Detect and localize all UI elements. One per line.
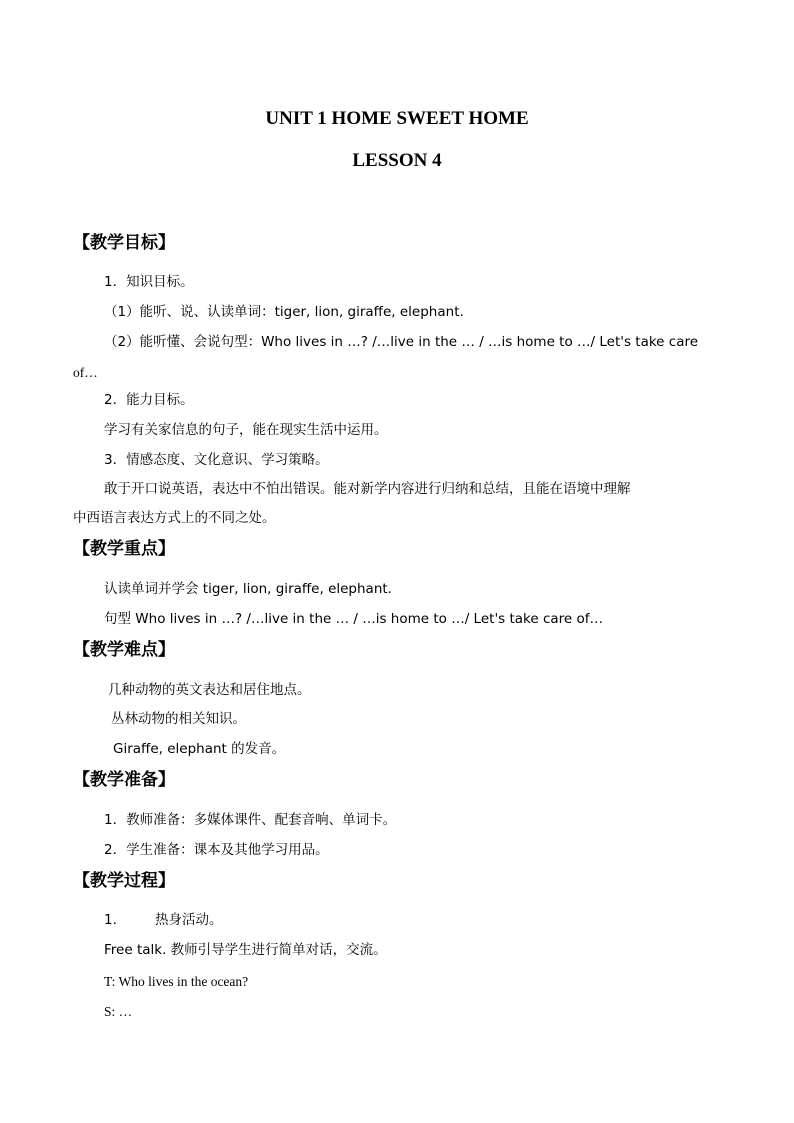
section-heading-objectives: 【教学目标】 <box>73 233 175 253</box>
section-heading-key-points: 【教学重点】 <box>73 539 175 559</box>
key-points-line-1: 认读单词并学会 tiger, lion, giraffe, elephant. <box>104 581 392 597</box>
preparation-line-2: 2．学生准备：课本及其他学习用品。 <box>104 842 329 858</box>
process-step-title: 热身活动。 <box>155 912 223 928</box>
document-title: UNIT 1 HOME SWEET HOME <box>265 108 529 129</box>
objectives-line-1: 1．知识目标。 <box>104 274 194 290</box>
objectives-line-7: 敢于开口说英语，表达中不怕出错误。能对新学内容进行归纳和总结，且能在语境中理解 <box>104 481 631 497</box>
process-line-4: S: … <box>104 1004 133 1019</box>
objectives-line-2: （1）能听、说、认读单词：tiger, lion, giraffe, elephant. <box>104 304 464 320</box>
section-heading-process: 【教学过程】 <box>73 871 175 891</box>
document-subtitle: LESSON 4 <box>352 150 442 171</box>
objectives-line-4: 2．能力目标。 <box>104 392 194 408</box>
objectives-line-7-cont: 中西语言表达方式上的不同之处。 <box>73 510 276 526</box>
process-line-2: Free talk. 教师引导学生进行简单对话，交流。 <box>104 942 387 958</box>
objectives-line-5: 学习有关家信息的句子，能在现实生活中运用。 <box>104 422 388 438</box>
process-step-number: 1. <box>104 912 117 928</box>
section-heading-difficulties: 【教学难点】 <box>73 640 175 660</box>
objectives-line-3: （2）能听懂、会说句型：Who lives in …? /…live in the … / …is home to …/ Let's take care <box>104 334 699 350</box>
section-heading-preparation: 【教学准备】 <box>73 770 175 790</box>
objectives-line-3-cont: of… <box>73 365 98 380</box>
difficulties-line-1: 几种动物的英文表达和居住地点。 <box>108 682 311 698</box>
difficulties-line-3: Giraffe, elephant 的发音。 <box>113 741 286 757</box>
preparation-line-1: 1．教师准备：多媒体课件、配套音响、单词卡。 <box>104 812 397 828</box>
difficulties-line-2: 丛林动物的相关知识。 <box>111 711 246 727</box>
process-line-3: T: Who lives in the ocean? <box>104 974 249 989</box>
key-points-line-2: 句型 Who lives in …? /…live in the … / …is home to …/ Let's take care of… <box>104 611 604 627</box>
objectives-line-6: 3．情感态度、文化意识、学习策略。 <box>104 452 329 468</box>
